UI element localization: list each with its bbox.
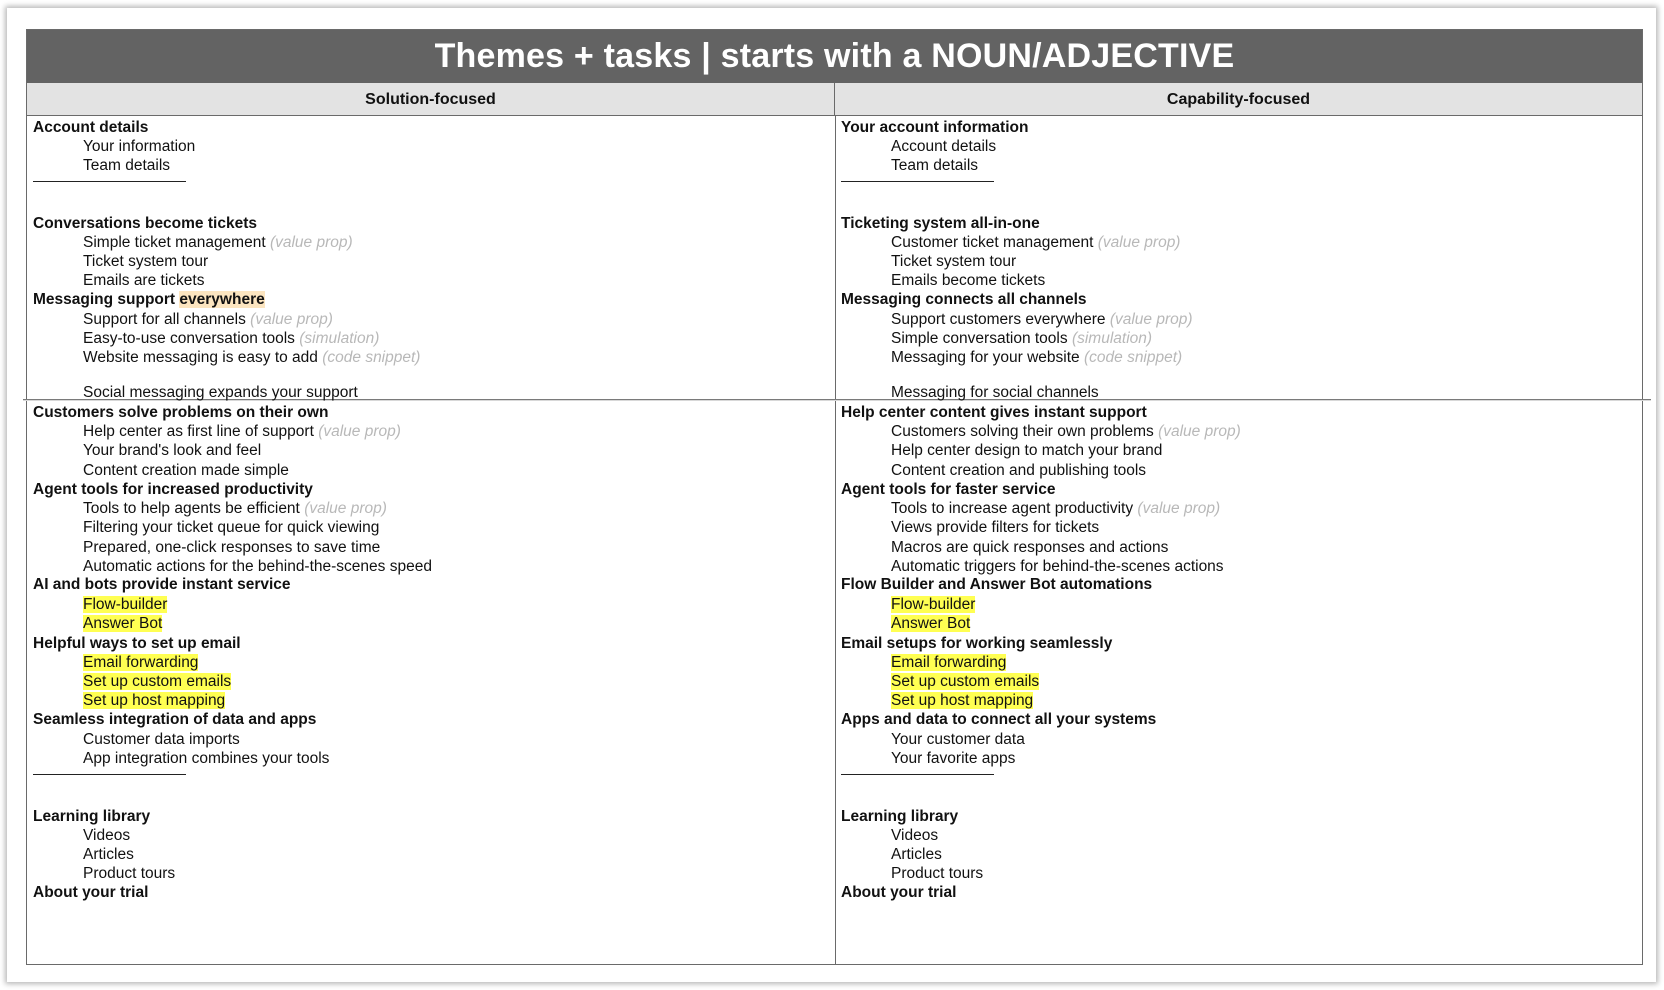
task-item-text: Product tours (83, 865, 176, 882)
task-item-text: Views provide filters for tickets (891, 519, 1100, 536)
theme-heading (841, 710, 1156, 730)
theme-heading (841, 634, 1112, 654)
theme-heading (33, 403, 328, 423)
task-item-text: Flow-builder (891, 596, 976, 613)
task-annotation: (value prop) (318, 423, 401, 440)
task-annotation: (value prop) (269, 234, 353, 251)
theme-heading (841, 807, 958, 827)
task-item-text: Answer Bot (83, 615, 163, 632)
task-item (83, 691, 225, 711)
section-divider-rule (841, 181, 994, 182)
theme-heading-text: Help center content gives instant support (841, 404, 1147, 421)
theme-heading (841, 403, 1147, 423)
task-annotation: (code snippet) (322, 349, 421, 366)
task-item-text: Simple conversation tools (891, 330, 1068, 347)
task-item-text: Your brand's look and feel (83, 442, 262, 459)
task-item-text: Help center as first line of support (83, 423, 314, 440)
task-item-text: Videos (891, 827, 939, 844)
table-title: Themes + tasks | starts with a NOUN/ADJECTIVE (27, 30, 1642, 84)
task-item-text: Product tours (891, 865, 984, 882)
task-item (891, 441, 1162, 461)
themes-tasks-table (26, 29, 1643, 965)
section-divider-rule (841, 774, 994, 775)
task-item (83, 557, 432, 577)
theme-heading-text: Learning library (841, 808, 959, 825)
task-item (891, 614, 970, 634)
theme-heading (33, 480, 313, 500)
task-item (891, 233, 1180, 253)
task-item (891, 310, 1193, 330)
task-item-text: Articles (891, 846, 942, 863)
task-item-text: Account details (891, 138, 997, 155)
theme-heading-text: Ticketing system all-in-one (841, 215, 1040, 232)
task-item (891, 156, 978, 176)
task-item (83, 730, 240, 750)
task-item (83, 614, 162, 634)
theme-heading-text: About your trial (841, 884, 957, 901)
task-annotation: (code snippet) (1083, 349, 1183, 366)
task-item (83, 653, 198, 673)
task-item (83, 538, 380, 558)
theme-heading (33, 575, 291, 595)
task-annotation: (value prop) (304, 500, 387, 517)
task-item (891, 461, 1146, 481)
theme-heading-text: Messaging support (33, 291, 180, 308)
task-annotation: (value prop) (1137, 500, 1221, 517)
task-item (891, 329, 1152, 349)
task-item-text: Messaging for social channels (891, 384, 1099, 401)
task-item (891, 595, 975, 615)
theme-heading (33, 214, 257, 234)
task-item-text: Your customer data (891, 731, 1025, 748)
theme-heading (33, 118, 148, 138)
task-item (83, 672, 231, 692)
task-item (891, 749, 1015, 769)
task-annotation: (value prop) (250, 311, 333, 328)
task-item (891, 499, 1220, 519)
task-item-text: Team details (891, 157, 979, 174)
task-item-text: Messaging for your website (891, 349, 1080, 366)
theme-heading (33, 807, 150, 827)
task-item (891, 557, 1224, 577)
task-item-text: Customers solving their own problems (891, 423, 1154, 440)
theme-heading-text: Helpful ways to set up email (33, 635, 241, 652)
task-item (891, 730, 1025, 750)
theme-heading-text: Apps and data to connect all your systems (841, 711, 1157, 728)
column-header-capability-focused: Capability-focused (835, 83, 1642, 116)
task-item (83, 137, 195, 157)
task-item (891, 845, 942, 865)
task-item (891, 137, 996, 157)
theme-heading-text: Your account information (841, 119, 1029, 136)
task-item-text: Set up custom emails (891, 673, 1040, 690)
theme-heading-text: Messaging connects all channels (841, 291, 1087, 308)
task-item-text: Videos (83, 827, 131, 844)
task-item (891, 383, 1099, 403)
task-item-text: Support for all channels (83, 311, 246, 328)
task-item (891, 252, 1016, 272)
task-item-text: Your information (83, 138, 196, 155)
theme-heading (841, 290, 1087, 310)
task-item-text: Macros are quick responses and actions (891, 539, 1169, 556)
document-page (7, 8, 1656, 982)
theme-heading (33, 710, 316, 730)
task-item (891, 422, 1241, 442)
task-item-text: Customer data imports (83, 731, 240, 748)
task-item (83, 595, 167, 615)
theme-heading (841, 883, 956, 903)
task-item (83, 864, 175, 884)
task-item (891, 271, 1045, 291)
task-item (83, 233, 353, 253)
task-item (83, 422, 401, 442)
task-item-text: Answer Bot (891, 615, 971, 632)
task-item-text: Automatic triggers for behind-the-scenes actions (891, 558, 1224, 575)
task-item-text: Ticket system tour (83, 253, 209, 270)
task-item-text: Simple ticket management (83, 234, 266, 251)
task-item-text: Email forwarding (83, 654, 199, 671)
task-item (83, 156, 170, 176)
task-item-text: Tools to help agents be efficient (83, 500, 300, 517)
task-item (83, 348, 420, 368)
task-item-text: Content creation and publishing tools (891, 462, 1147, 479)
theme-heading-text: Agent tools for faster service (841, 481, 1056, 498)
task-item-text: Ticket system tour (891, 253, 1017, 270)
section-divider-rule (33, 774, 186, 775)
task-item-text: App integration combines your tools (83, 750, 330, 767)
theme-heading-text: Customers solve problems on their own (33, 404, 329, 421)
task-item-text: Articles (83, 846, 134, 863)
theme-heading (33, 883, 148, 903)
task-item-text: Set up host mapping (83, 692, 226, 709)
task-item-text: Automatic actions for the behind-the-scenes speed (83, 558, 432, 575)
task-annotation: (value prop) (1109, 311, 1193, 328)
task-item (891, 518, 1099, 538)
task-item (891, 538, 1168, 558)
theme-heading-text: Learning library (33, 808, 151, 825)
task-item-text: Team details (83, 157, 171, 174)
theme-heading-text: About your trial (33, 884, 149, 901)
task-item-text: Your favorite apps (891, 750, 1016, 767)
task-item-text: Easy-to-use conversation tools (83, 330, 295, 347)
task-item (891, 672, 1039, 692)
task-annotation: (value prop) (1158, 423, 1241, 440)
task-item (83, 383, 358, 403)
theme-heading (841, 118, 1028, 138)
theme-heading-text: Conversations become tickets (33, 215, 257, 232)
task-item (83, 499, 387, 519)
theme-heading (841, 480, 1055, 500)
theme-heading-text: AI and bots provide instant service (33, 576, 291, 593)
task-item (83, 329, 379, 349)
task-item-text: Content creation made simple (83, 462, 289, 479)
task-item (83, 252, 208, 272)
theme-heading (33, 634, 241, 654)
task-item-text: Prepared, one-click responses to save time (83, 539, 381, 556)
theme-heading (33, 290, 265, 310)
task-annotation: (value prop) (1097, 234, 1181, 251)
section-divider-rule (33, 181, 186, 182)
task-item (891, 864, 983, 884)
task-item (83, 310, 333, 330)
task-item (891, 691, 1033, 711)
task-item (83, 441, 261, 461)
task-item-text: Emails are tickets (83, 272, 205, 289)
theme-heading (841, 214, 1040, 234)
task-item-text: Emails become tickets (891, 272, 1046, 289)
task-item (83, 845, 134, 865)
theme-heading-text: Seamless integration of data and apps (33, 711, 317, 728)
task-item-text: Website messaging is easy to add (83, 349, 318, 366)
task-item (83, 749, 329, 769)
theme-heading-text: Agent tools for increased productivity (33, 481, 313, 498)
task-item (891, 826, 938, 846)
column-header-solution-focused: Solution-focused (27, 83, 835, 116)
theme-heading (841, 575, 1152, 595)
task-annotation: (simulation) (299, 330, 380, 347)
theme-heading-text: Email setups for working seamlessly (841, 635, 1113, 652)
task-item (83, 271, 204, 291)
task-item (83, 461, 289, 481)
task-item-text: Set up custom emails (83, 673, 232, 690)
task-item (891, 348, 1182, 368)
task-item-text: Set up host mapping (891, 692, 1034, 709)
task-item-text: Support customers everywhere (891, 311, 1106, 328)
task-item (891, 653, 1006, 673)
task-item-text: Filtering your ticket queue for quick viewing (83, 519, 380, 536)
task-item-text: Help center design to match your brand (891, 442, 1163, 459)
task-item-text: Customer ticket management (891, 234, 1098, 251)
task-item-text: Email forwarding (891, 654, 1007, 671)
task-item-text: Tools to increase agent productivity (891, 500, 1134, 517)
column-divider (835, 116, 836, 964)
task-item (83, 826, 130, 846)
theme-heading-text: Flow Builder and Answer Bot automations (841, 576, 1153, 593)
theme-heading-text: Account details (33, 119, 149, 136)
task-item-text: Flow-builder (83, 596, 168, 613)
highlighted-word: everywhere (179, 291, 265, 308)
task-item (83, 518, 379, 538)
task-item-text: Social messaging expands your support (83, 384, 358, 401)
task-annotation: (simulation) (1071, 330, 1153, 347)
